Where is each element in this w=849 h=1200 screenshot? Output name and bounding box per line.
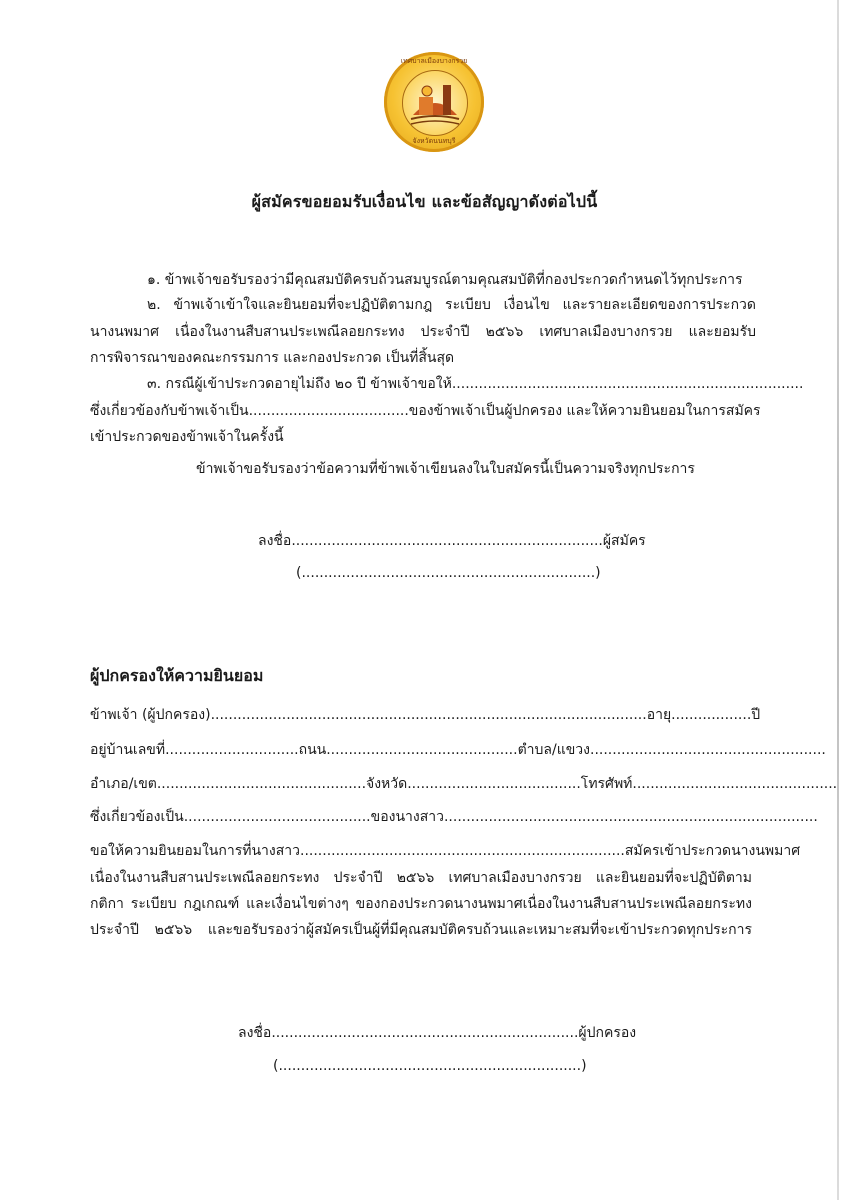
consent-line-1: ขอให้ความยินยอมในการที่นางสาว.........................................................................สมัครเข้าประกวดนางนพมาศ bbox=[90, 843, 801, 859]
condition-1: ๑. ข้าพเจ้าขอรับรองว่ามีคุณสมบัติครบถ้วนสมบูรณ์ตามคุณสมบัติที่กองประกวดกำหนดไว้ทุกประการ bbox=[147, 272, 743, 288]
emblem-illustration-icon bbox=[403, 71, 467, 135]
guardian-relation-line[interactable]: ซึ่งเกี่ยวข้องเป็น..........................................ของนางสาว.................................................................................... bbox=[90, 809, 818, 825]
guardian-name-line[interactable]: (....................................................................) bbox=[273, 1058, 587, 1074]
consent-line-2: เนื่องในงานสืบสานประเพณีลอยกระทง ประจำปี ๒๕๖๖ เทศบาลเมืองบางกรวย และยินยอมที่จะปฏิบัติตาม bbox=[90, 870, 752, 886]
condition-3-line2: ซึ่งเกี่ยวข้องกับข้าพเจ้าเป็น....................................ของข้าพเจ้าเป็นผู้ปกครอง และให้ความยินยอมในการสมัคร bbox=[90, 403, 761, 419]
emblem-inner bbox=[402, 70, 468, 136]
municipality-emblem bbox=[384, 52, 484, 152]
condition-2-line2: นางนพมาศ เนื่องในงานสืบสานประเพณีลอยกระทง ประจำปี ๒๕๖๖ เทศบาลเมืองบางกรวย และยอมรับ bbox=[90, 324, 756, 340]
scan-edge bbox=[837, 0, 839, 1200]
guardian-name-age-line[interactable]: ข้าพเจ้า (ผู้ปกครอง)..................................................................................................อายุ..................ปี bbox=[90, 707, 761, 723]
condition-3-line3: เข้าประกวดของข้าพเจ้าในครั้งนี้ bbox=[90, 429, 284, 445]
emblem-top-text: เทศบาลเมืองบางกรวย bbox=[400, 57, 468, 65]
guardian-district-phone-line[interactable]: อำเภอ/เขต...............................................จังหวัด.......................................โทรศัพท์.............................................. bbox=[90, 776, 838, 792]
document-title: ผู้สมัครขอยอมรับเงื่อนไข และข้อสัญญาดังต่อไปนี้ bbox=[251, 192, 598, 211]
condition-3-line1: ๓. กรณีผู้เข้าประกวดอายุไม่ถึง ๒๐ ปี ข้าพเจ้าขอให้............................................................................... bbox=[147, 376, 804, 392]
applicant-signature-line[interactable]: ลงชื่อ......................................................................ผู้สมัคร bbox=[258, 533, 646, 549]
condition-2-line1: ๒. ข้าพเจ้าเข้าใจและยินยอมที่จะปฏิบัติตามกฎ ระเบียบ เงื่อนไข และรายละเอียดของการประกวด bbox=[147, 297, 756, 313]
guardian-section-title: ผู้ปกครองให้ความยินยอม bbox=[90, 666, 264, 685]
consent-line-3: กติกา ระเบียบ กฎเกณฑ์ และเงื่อนไขต่างๆ ของกองประกวดนางนพมาศเนื่องในงานสืบสานประเพณีลอยกระทง bbox=[90, 896, 752, 912]
guardian-signature-line[interactable]: ลงชื่อ.....................................................................ผู้ปกครอง bbox=[238, 1025, 637, 1041]
applicant-name-line[interactable]: (..................................................................) bbox=[296, 565, 601, 581]
condition-2-line3: การพิจารณาของคณะกรรมการ และกองประกวด เป็นที่สิ้นสุด bbox=[90, 350, 455, 366]
consent-line-4: ประจำปี ๒๕๖๖ และขอรับรองว่าผู้สมัครเป็นผู้ที่มีคุณสมบัติครบถ้วนและเหมาะสมที่จะเข้าประกวดทุกประการ bbox=[90, 922, 752, 938]
guardian-address-line[interactable]: อยู่บ้านเลขที่..............................ถนน...........................................ตำบล/แขวง..................................................... bbox=[90, 742, 826, 758]
certification-statement: ข้าพเจ้าขอรับรองว่าข้อความที่ข้าพเจ้าเขียนลงในใบสมัครนี้เป็นความจริงทุกประการ bbox=[196, 461, 695, 477]
emblem-bottom-text: จังหวัดนนทบุรี bbox=[412, 137, 456, 145]
